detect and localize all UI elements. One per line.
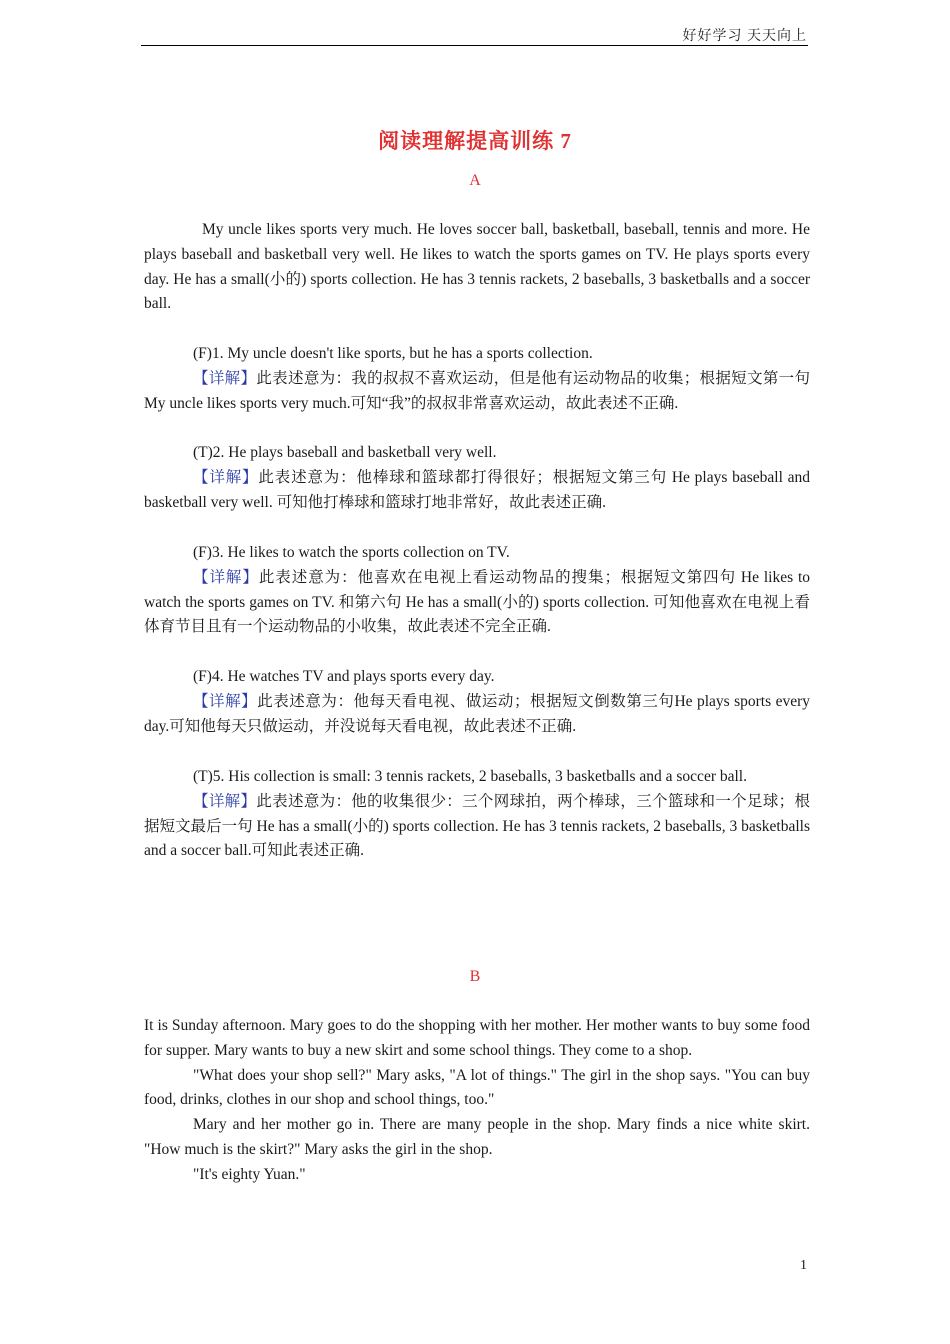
explain-tag: 【详解】 — [193, 369, 257, 387]
question-1-explanation — [144, 367, 810, 417]
page-header-slogan: 好好学习 天天向上 — [682, 29, 807, 44]
question-5 — [144, 765, 810, 864]
passage-b-paragraph-1: It is Sunday afternoon. Mary goes to do the shopping with her mother. Her mother wants to buy some food for supper. Mary wants to buy a new skirt and some school things. They come to a shop. — [144, 1017, 810, 1059]
question-3-explanation — [144, 566, 810, 640]
passage-b — [144, 1014, 810, 1188]
passage-b-paragraph-3: Mary and her mother go in. There are many people in the shop. Mary finds a nice white skirt. "How much is the skirt?" Mary asks the girl in the shop. — [144, 1116, 810, 1158]
document-title: 阅读理解提高训练 7 — [378, 129, 572, 153]
question-3-statement: (F)3. He likes to watch the sports collection on TV. — [193, 544, 510, 561]
question-3 — [144, 541, 810, 640]
explain-tag: 【详解】 — [193, 692, 258, 710]
question-1 — [144, 342, 810, 416]
explain-tag: 【详解】 — [193, 792, 257, 810]
question-2-statement: (T)2. He plays baseball and basketball very well. — [193, 444, 497, 461]
page-number: 1 — [800, 1258, 807, 1273]
passage-b-paragraph-4: "It's eighty Yuan." — [193, 1165, 306, 1183]
question-4-statement: (F)4. He watches TV and plays sports every day. — [193, 668, 495, 685]
explain-tag: 【详解】 — [193, 468, 259, 486]
explain-tag: 【详解】 — [193, 568, 259, 586]
question-5-statement: (T)5. His collection is small: 3 tennis rackets, 2 baseballs, 3 basketballs and a soccer ball. — [193, 768, 747, 785]
passage-b-paragraph-2: "What does your shop sell?" Mary asks, "A lot of things." The girl in the shop says. "You can buy food, drinks, clothes in our shop and school things, too." — [144, 1066, 810, 1109]
question-5-explanation-text: 此表述意为：他的收集很少：三个网球拍，两个棒球，三个篮球和一个足球；根据短文最后一句 He has a small(小的) sports collection. He has 3 tennis rackets, 2 baseballs, 3 basketballs and a soccer ball.可知此表述正确. — [144, 792, 810, 860]
question-5-explanation — [144, 790, 810, 864]
section-b-label: B — [469, 968, 481, 985]
passage-a: My uncle likes sports very much. He loves soccer ball, basketball, baseball, tennis and more. He plays baseball and basketball very well. He likes to watch the sports games on TV. He plays sports every day. He has a small(小的) sports collection. He has 3 tennis rackets, 2 baseballs, 3 basketballs and a soccer ball. — [144, 221, 810, 313]
question-2-explanation-text: 此表述意为：他棒球和篮球都打得很好；根据短文第三句 He plays baseball and basketball very well. 可知他打棒球和篮球打地非常好，故此表述正确. — [144, 468, 810, 511]
header-rule — [141, 45, 808, 46]
question-4-explanation — [144, 690, 810, 740]
question-2-explanation — [144, 466, 810, 516]
question-3-explanation-text: 此表述意为：他喜欢在电视上看运动物品的搜集；根据短文第四句 He likes to watch the sports games on TV. 和第六句 He has a small(小的) sports collection. 可知他喜欢在电视上看体育节目且有一个运动物品的小收集，故此表述不完全正确. — [144, 568, 810, 636]
question-4-explanation-text: 此表述意为：他每天看电视、做运动；根据短文倒数第三句He plays sports every day.可知他每天只做运动，并没说每天看电视，故此表述不正确. — [144, 692, 810, 735]
question-2 — [144, 441, 810, 515]
question-1-explanation-text: 此表述意为：我的叔叔不喜欢运动，但是他有运动物品的收集；根据短文第一句 My uncle likes sports very much.可知“我”的叔叔非常喜欢运动，故此表述不正确. — [144, 369, 810, 412]
section-a-label: A — [469, 172, 481, 189]
question-4 — [144, 665, 810, 739]
question-1-statement: (F)1. My uncle doesn't like sports, but he has a sports collection. — [193, 345, 593, 362]
